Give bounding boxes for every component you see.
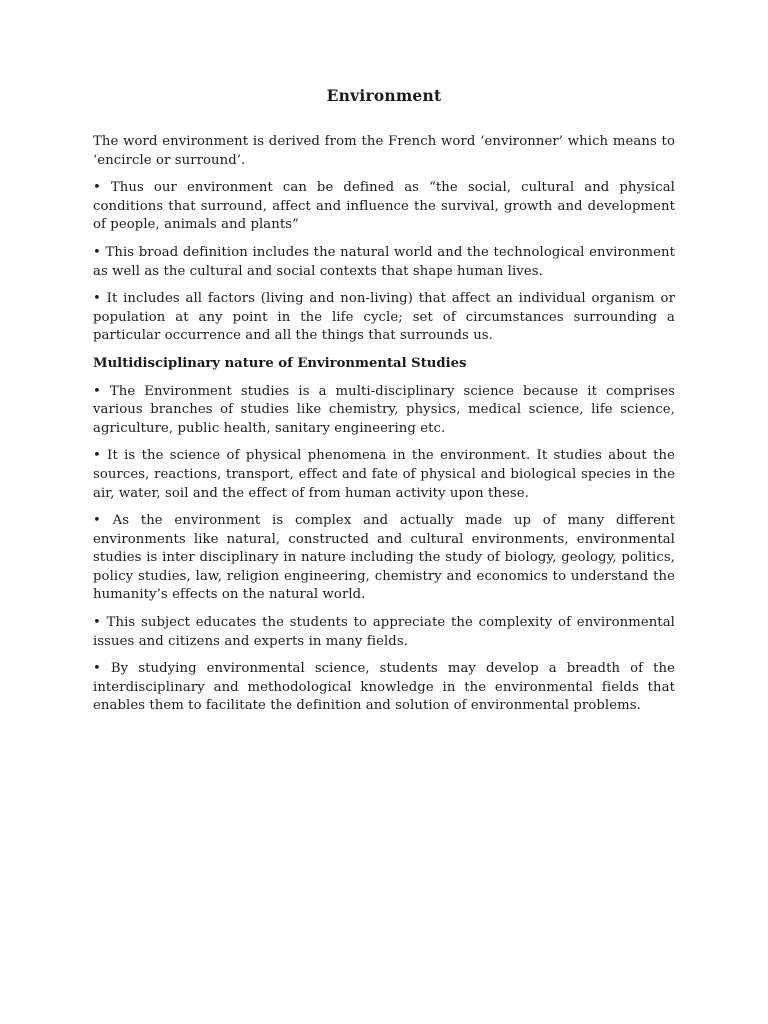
section-bullet: • By studying environmental science, students may develop a breadth of the interdisciplinary and methodological knowledge in the environmental fields that enables them to facilitate the definition and solution of environmental problems. — [93, 661, 675, 714]
section-bullet: • As the environment is complex and actually made up of many different environments like natural, constructed and cultural environments, environmental studies is inter disciplinary in nature including the study of biology, geology, politics, policy studies, law, religion engineering, chemistry and economics to understand the humanity’s effects on the natural world. — [93, 513, 675, 603]
section-bullet: • This subject educates the students to appreciate the complexity of environmental issues and citizens and experts in many fields. — [93, 615, 675, 649]
section-bullet: • It is the science of physical phenomena in the environment. It studies about the sources, reactions, transport, effect and fate of physical and biological species in the air, water, soil and the effect of from human activity upon these. — [93, 448, 675, 501]
section-heading: Multidisciplinary nature of Environmental Studies — [93, 355, 467, 371]
intro-bullet: • It includes all factors (living and non-living) that affect an individual organism or population at any point in the life cycle; set of circumstances surrounding a particular occurrence and all the things that surrounds us. — [93, 291, 675, 344]
intro-bullet: • This broad definition includes the natural world and the technological environment as well as the cultural and social contexts that shape human lives. — [93, 244, 675, 279]
intro-bullet: • Thus our environment can be defined as “the social, cultural and physical conditions that surround, affect and influence the survival, growth and development of people, animals and plants” — [93, 180, 675, 233]
document-title: Environment — [326, 86, 442, 105]
intro-paragraph: The word environment is derived from the French word ‘environner’ which means to ‘encircle or surround’. — [93, 134, 675, 168]
section-bullet: • The Environment studies is a multi-disciplinary science because it comprises various branches of studies like chemistry, physics, medical science, life science, agriculture, public health, sanitary engineering etc. — [93, 383, 675, 436]
document-page — [93, 86, 675, 725]
